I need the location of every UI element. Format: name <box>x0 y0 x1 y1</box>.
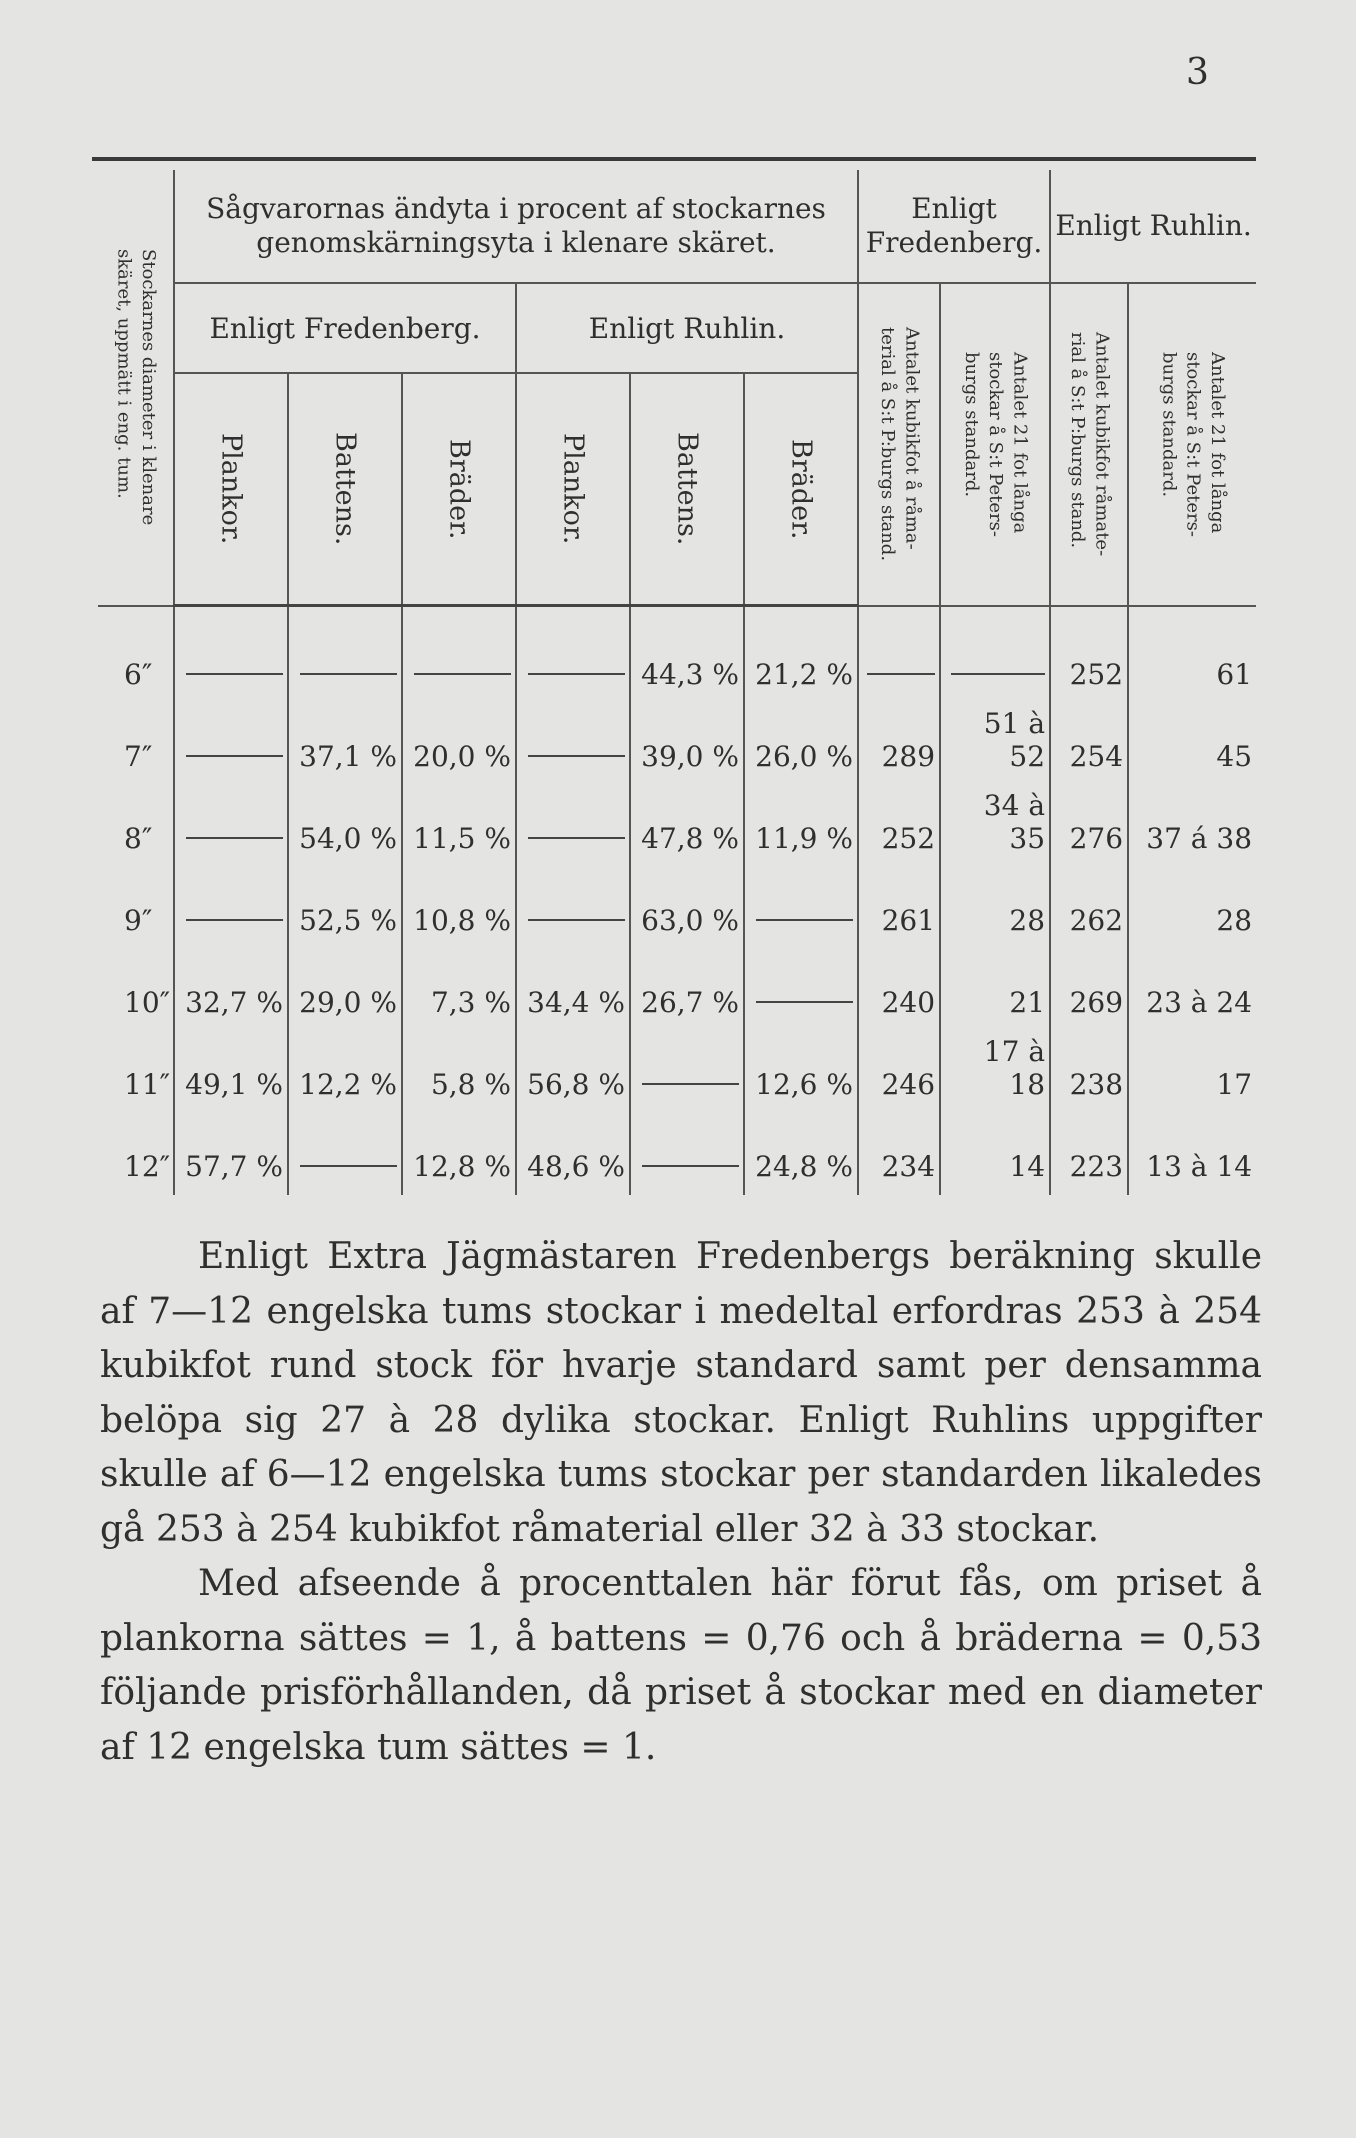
value-cell <box>402 621 516 703</box>
value-cell: 12,8 % <box>402 1113 516 1195</box>
page-number: 3 <box>1186 52 1209 93</box>
col-plankor-ruhlin-cell <box>516 373 630 606</box>
table-row <box>98 949 1256 1031</box>
empty-dash <box>642 1083 739 1085</box>
value-cell: 48,6 % <box>516 1113 630 1195</box>
value-cell: 240 <box>858 949 940 1031</box>
ruhlin-top-header: Enligt Ruhlin. <box>1050 170 1256 283</box>
value-cell: 28 <box>940 867 1050 949</box>
value-cell <box>940 621 1050 703</box>
col-brader-ruhlin-cell <box>744 373 858 606</box>
value-cell <box>174 867 288 949</box>
paragraph-1: Enligt Extra Jägmästaren Fredenbergs beräkning skulle af 7—12 engelska tums stockar i medeltal erfordras 253 à 254 kubikfot rund stock för hvarje standard samt per densamma belöpa sig 27 à 28 dylika stockar. Enligt Ruhlins uppgifter skulle af 6—12 engelska tums stockar per standarden likaledes gå 253 à 254 kubikfot råmaterial eller 32 à 33 stockar. <box>100 1236 1262 1550</box>
value-cell: 61 <box>1216 658 1253 691</box>
value-cell <box>744 949 858 1031</box>
value-cell: 7,3 % <box>402 949 516 1031</box>
table-spacer <box>98 606 1256 622</box>
value-cell: 234 <box>858 1113 940 1195</box>
value-cell: 262 <box>1050 867 1128 949</box>
diameter-header: Stockarnes diameter i klenare skäret, uppmätt i eng. tum. <box>113 249 159 526</box>
value-cell: 12,6 % <box>744 1031 858 1113</box>
diameter-cell: 8″ <box>98 785 174 867</box>
value-cell: 11,5 % <box>402 785 516 867</box>
table-body <box>98 621 1256 1195</box>
col-battens-fredenberg-cell <box>288 373 402 606</box>
value-cell <box>516 867 630 949</box>
value-cell: 10,8 % <box>402 867 516 949</box>
value-cell: 252 <box>1050 621 1128 703</box>
ruhlin-group-header: Enligt Ruhlin. <box>516 283 858 373</box>
value-cell: 17 <box>1216 1068 1253 1101</box>
diameter-cell: 6″ <box>98 621 174 703</box>
diameter-cell: 7″ <box>98 703 174 785</box>
value-cell: 54,0 % <box>288 785 402 867</box>
value-cell: 252 <box>858 785 940 867</box>
value-cell: 37 á 38 <box>1146 822 1253 855</box>
col-battens-fredenberg: Battens. <box>329 432 361 546</box>
value-cell: 24,8 % <box>744 1113 858 1195</box>
value-cell: 21 <box>940 949 1050 1031</box>
percent-group-header: Sågvarornas ändyta i procent af stockarnes genomskärningsyta i klenare skäret. <box>174 170 858 283</box>
value-cell: 26,0 % <box>744 703 858 785</box>
value-cell: 21,2 % <box>744 621 858 703</box>
value-cell: 14 <box>940 1113 1050 1195</box>
col-plankor-ruhlin: Plankor. <box>557 433 589 545</box>
value-cell: 5,8 % <box>402 1031 516 1113</box>
value-cell: 20,0 % <box>402 703 516 785</box>
fredenberg-group-header: Enligt Fredenberg. <box>174 283 516 373</box>
value-cell <box>288 621 402 703</box>
empty-dash <box>528 919 625 921</box>
col-brader-fredenberg-cell <box>402 373 516 606</box>
col-stockar-ruhlin-cell <box>1128 283 1256 606</box>
header-row-2 <box>98 283 1256 373</box>
value-cell: 276 <box>1050 785 1128 867</box>
table-row <box>98 1113 1256 1195</box>
value-cell: 34,4 % <box>516 949 630 1031</box>
col-plankor-fredenberg: Plankor. <box>215 433 247 545</box>
empty-dash <box>756 1001 853 1003</box>
value-cell: 289 <box>858 703 940 785</box>
value-cell <box>174 621 288 703</box>
col-stockar-ruhlin: Antalet 21 fot långa stockar å S:t Peters- burgs standard. <box>1158 351 1228 537</box>
empty-dash <box>186 919 283 921</box>
col-kubik-fredenberg: Antalet kubikfot å råma- terial å S:t P:burgs stand. <box>877 327 923 562</box>
empty-dash <box>186 755 283 757</box>
paragraph-2: Med afseende å procenttalen här förut fås, om priset å plankorna sättes = 1, å battens = 0,76 och å bräderna = 0,53 följande prisförhållanden, då priset å stockar med en diameter af 12 engelska tum sättes = 1. <box>100 1563 1262 1768</box>
value-cell: 254 <box>1050 703 1128 785</box>
diameter-cell: 10″ <box>98 949 174 1031</box>
col-kubik-ruhlin: Antalet kubikfot råmate- rial å S:t P:burgs stand. <box>1067 332 1113 557</box>
empty-dash <box>186 837 283 839</box>
table-row <box>98 1031 1256 1113</box>
empty-dash <box>300 1165 397 1167</box>
value-cell: 13 à 14 <box>1146 1150 1253 1183</box>
empty-dash <box>756 919 853 921</box>
col-stockar-fredenberg: Antalet 21 fot långa stockar å S:t Peters- burgs standard. <box>960 351 1031 537</box>
body-text <box>100 1230 1262 1775</box>
value-cell: 32,7 % <box>174 949 288 1031</box>
value-cell: 269 <box>1050 949 1128 1031</box>
value-cell <box>630 1031 744 1113</box>
value-cell <box>516 785 630 867</box>
value-cell: 12,2 % <box>288 1031 402 1113</box>
diameter-cell: 11″ <box>98 1031 174 1113</box>
value-cell: 11,9 % <box>744 785 858 867</box>
value-cell: 37,1 % <box>288 703 402 785</box>
value-cell <box>858 621 940 703</box>
value-cell: 63,0 % <box>630 867 744 949</box>
top-rule <box>92 157 1256 161</box>
value-cell <box>174 785 288 867</box>
diameter-header-cell <box>98 170 174 606</box>
table-row <box>98 785 1256 867</box>
col-battens-ruhlin: Battens. <box>671 432 703 546</box>
fredenberg-top-header: Enligt Fredenberg. <box>858 170 1050 283</box>
empty-dash <box>528 837 625 839</box>
col-battens-ruhlin-cell <box>630 373 744 606</box>
empty-dash <box>642 1165 739 1167</box>
col-stockar-fredenberg-cell <box>940 283 1050 606</box>
value-cell: 29,0 % <box>288 949 402 1031</box>
value-cell: 223 <box>1050 1113 1128 1195</box>
value-cell: 261 <box>858 867 940 949</box>
value-cell <box>630 1113 744 1195</box>
value-cell: 26,7 % <box>630 949 744 1031</box>
value-cell: 52,5 % <box>288 867 402 949</box>
value-cell: 34 à 35 <box>940 785 1050 867</box>
table-row <box>98 621 1256 703</box>
value-cell: 49,1 % <box>174 1031 288 1113</box>
value-cell <box>516 621 630 703</box>
value-cell: 28 <box>1216 904 1253 937</box>
value-cell: 45 <box>1216 740 1253 773</box>
value-cell <box>288 1113 402 1195</box>
col-plankor-fredenberg-cell <box>174 373 288 606</box>
col-brader-fredenberg: Bräder. <box>443 438 475 540</box>
col-kubik-fredenberg-cell <box>858 283 940 606</box>
value-cell: 47,8 % <box>630 785 744 867</box>
empty-dash <box>951 673 1045 675</box>
diameter-cell: 12″ <box>98 1113 174 1195</box>
value-cell: 23 à 24 <box>1146 986 1253 1019</box>
table-row <box>98 703 1256 785</box>
value-cell: 17 à 18 <box>940 1031 1050 1113</box>
value-cell: 56,8 % <box>516 1031 630 1113</box>
statistics-table <box>98 170 1256 1195</box>
value-cell: 44,3 % <box>630 621 744 703</box>
value-cell <box>744 867 858 949</box>
value-cell: 57,7 % <box>174 1113 288 1195</box>
value-cell <box>516 703 630 785</box>
header-row-1 <box>98 170 1256 283</box>
value-cell: 238 <box>1050 1031 1128 1113</box>
value-cell: 246 <box>858 1031 940 1113</box>
col-brader-ruhlin: Bräder. <box>785 438 817 540</box>
col-kubik-ruhlin-cell <box>1050 283 1128 606</box>
value-cell <box>174 703 288 785</box>
table-row <box>98 867 1256 949</box>
diameter-cell: 9″ <box>98 867 174 949</box>
empty-dash <box>414 673 511 675</box>
value-cell: 39,0 % <box>630 703 744 785</box>
empty-dash <box>528 755 625 757</box>
empty-dash <box>528 673 625 675</box>
empty-dash <box>186 673 283 675</box>
empty-dash <box>867 673 935 675</box>
empty-dash <box>300 673 397 675</box>
value-cell: 51 à 52 <box>940 703 1050 785</box>
